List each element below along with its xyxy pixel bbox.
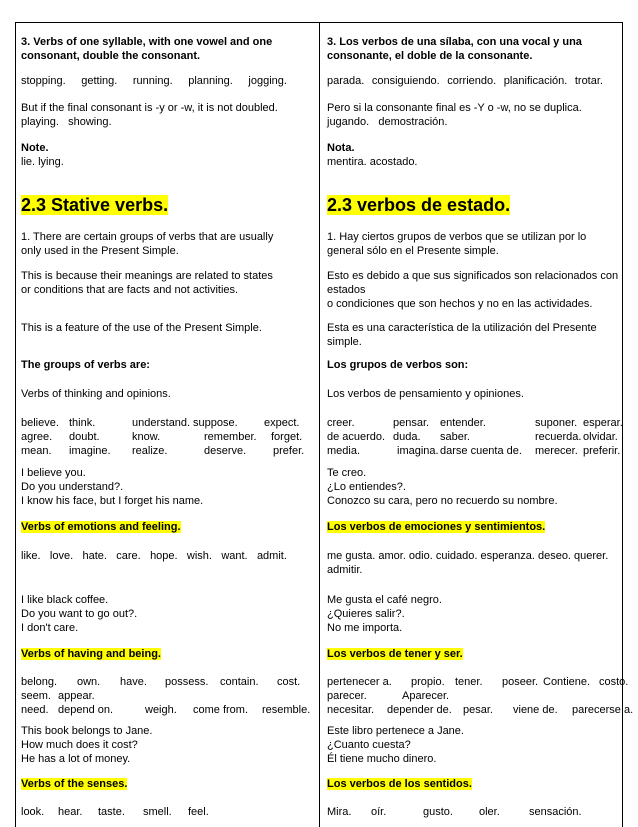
senses-title: Verbs of the senses. [21, 778, 128, 790]
verb-cell: taste. [98, 806, 125, 818]
emotions-title: Verbs of emotions and feeling. [21, 521, 181, 533]
verb-cell: seem. [21, 690, 51, 702]
emotions-example: I don't care. [21, 622, 79, 634]
because-line3: o condiciones que son hechos y no en las actividades. [327, 298, 593, 310]
verb-cell: propio. [411, 676, 445, 688]
note-text: mentira. acostado. [327, 156, 418, 168]
verb-cell: depend on. [58, 704, 114, 716]
verb-cell: imagina. [397, 445, 439, 457]
intro-line2: general sólo en el Presente simple. [327, 245, 499, 257]
verb-cell: pesar. [463, 704, 493, 716]
stative-title: 2.3 Stative verbs. [21, 195, 169, 215]
having-example: This book belongs to Jane. [21, 725, 153, 737]
thinking-title: Verbs of thinking and opinions. [21, 388, 171, 400]
verb-cell: possess. [165, 676, 209, 688]
verb-cell: poseer. [502, 676, 539, 688]
verb-cell: mean. [21, 445, 52, 457]
section3-rule: But if the final consonant is -y or -w, it is not doubled. [21, 102, 278, 114]
verb-cell: preferir. [583, 445, 621, 457]
emotions-title-wrap [21, 520, 307, 534]
emotions-verbs [21, 549, 287, 563]
verb-cell: think. [69, 417, 96, 429]
section3-heading-line1: 3. Verbs of one syllable, with one vowel and one [21, 36, 273, 48]
having-example: Él tiene mucho dinero. [327, 753, 437, 765]
thinking-example: Do you understand?. [21, 481, 124, 493]
verb-cell: own. [77, 676, 101, 688]
thinking-example: I believe you. [21, 467, 86, 479]
having-example: Este libro pertenece a Jane. [327, 725, 464, 737]
thinking-verbs [327, 416, 623, 458]
verb-cell: saber. [440, 431, 470, 443]
having-example: How much does it cost? [21, 739, 138, 751]
emotions-verbs-line2: admitir. [327, 564, 363, 576]
emotions-title: Los verbos de emociones y sentimientos. [327, 521, 546, 533]
verb-cell: entender. [440, 417, 486, 429]
verb-cell: necesitar. [327, 704, 375, 716]
verb-cell: understand. [132, 417, 191, 429]
verb-cell: need. [21, 704, 49, 716]
example-word: parada. [327, 75, 365, 87]
verb-cell: deserve. [204, 445, 247, 457]
column-divider [319, 23, 320, 827]
verb-cell: belong. [21, 676, 58, 688]
section3-heading-line2: consonant, double the consonant. [21, 50, 201, 62]
verb-cell: hate. [82, 550, 107, 562]
verb-cell: tener. [455, 676, 483, 688]
thinking-example: Te creo. [327, 467, 367, 479]
senses-title-wrap [21, 777, 307, 791]
example-word: jogging. [248, 75, 287, 87]
thinking-example: Conozco su cara, pero no recuerdo su nombre. [327, 495, 558, 507]
verb-cell: care. [116, 550, 141, 562]
translation-table [15, 22, 634, 827]
verb-cell: Contiene. [543, 676, 591, 688]
verb-cell: forget. [271, 431, 303, 443]
verb-cell: oír. [371, 806, 387, 818]
verb-cell: wish. [186, 550, 212, 562]
note-text: lie. lying. [21, 156, 64, 168]
verb-cell: duda. [393, 431, 421, 443]
example-word: planning. [188, 75, 233, 87]
because-line1: Esto es debido a que sus significados son relacionados con [327, 270, 619, 282]
emotions-example: I like black coffee. [21, 594, 109, 606]
example-word: stopping. [21, 75, 66, 87]
section3-rule: Pero si la consonante final es -Y o -w, no se duplica. [327, 102, 582, 114]
intro-line1: 1. Hay ciertos grupos de verbos que se utilizan por lo [327, 231, 587, 243]
verb-cell: believe. [21, 417, 59, 429]
section3-rule-examples: playing. showing. [21, 116, 112, 128]
verb-cell: Mira. [327, 806, 352, 818]
having-title-wrap [21, 647, 307, 661]
emotions-example: Do you want to go out?. [21, 608, 138, 620]
verb-cell: agree. [21, 431, 53, 443]
feature-line1: Esta es una característica de la utilización del Presente [327, 322, 597, 334]
example-word: trotar. [574, 75, 603, 87]
emotions-example: Me gusta el café negro. [327, 594, 442, 606]
example-word: getting. [81, 75, 118, 87]
verb-cell: depender de. [387, 704, 452, 716]
verb-cell: costo. [599, 676, 629, 688]
having-title: Los verbos de tener y ser. [327, 648, 463, 660]
verb-cell: suponer. [535, 417, 578, 429]
note-title: Nota. [327, 142, 355, 154]
senses-title-wrap [327, 777, 617, 791]
having-example: ¿Cuanto cuesta? [327, 739, 411, 751]
verb-cell: come from. [193, 704, 249, 716]
feature-line2: simple. [327, 336, 362, 348]
verb-cell: weigh. [145, 704, 177, 716]
verb-cell: admit. [256, 550, 287, 562]
note-title: Note. [21, 142, 49, 154]
verb-cell: esperar. [583, 417, 623, 429]
having-verbs [327, 675, 634, 717]
intro-line1: 1. There are certain groups of verbs that are usually [21, 231, 274, 243]
stative-title-wrap [21, 195, 307, 217]
verb-cell: suppose. [193, 417, 238, 429]
verb-cell: media. [327, 445, 361, 457]
verb-cell: cost. [277, 676, 301, 688]
example-word: corriendo. [447, 75, 497, 87]
verb-cell: prefer. [273, 445, 305, 457]
thinking-example: I know his face, but I forget his name. [21, 495, 204, 507]
because-line2: estados [327, 284, 366, 296]
verb-cell: love. [49, 550, 74, 562]
thinking-example: ¿Lo entiendes?. [327, 481, 406, 493]
verb-cell: feel. [188, 806, 209, 818]
senses-verbs [21, 805, 307, 819]
verb-cell: viene de. [513, 704, 558, 716]
verb-cell: sensación. [529, 806, 582, 818]
verb-cell: know. [132, 431, 161, 443]
feature-line: This is a feature of the use of the Present Simple. [21, 322, 262, 334]
verb-cell: parecerse a. [572, 704, 634, 716]
emotions-example: No me importa. [327, 622, 403, 634]
stative-title-wrap [327, 195, 617, 217]
intro-line2: only used in the Present Simple. [21, 245, 179, 257]
having-verbs [21, 675, 311, 717]
verb-cell: olvidar. [583, 431, 618, 443]
verb-cell: hear. [58, 806, 83, 818]
senses-title: Los verbos de los sentidos. [327, 778, 472, 790]
emotions-verbs-line1: me gusta. amor. odio. cuidado. esperanza. deseo. querer. [327, 550, 609, 562]
verb-cell: look. [21, 806, 45, 818]
verb-cell: parecer. [327, 690, 367, 702]
groups-title: The groups of verbs are: [21, 359, 150, 371]
verb-cell: Aparecer. [402, 690, 450, 702]
verb-cell: smell. [143, 806, 172, 818]
having-title-wrap [327, 647, 617, 661]
section3-heading-line1: 3. Los verbos de una sílaba, con una vocal y una [327, 36, 582, 48]
senses-verbs [327, 805, 617, 819]
verb-cell: remember. [204, 431, 257, 443]
verb-cell: appear. [58, 690, 95, 702]
verb-cell: contain. [220, 676, 259, 688]
verb-cell: imagine. [69, 445, 111, 457]
verb-cell: realize. [132, 445, 168, 457]
verb-cell: creer. [327, 417, 355, 429]
having-title: Verbs of having and being. [21, 648, 161, 660]
verb-cell: expect. [264, 417, 300, 429]
thinking-title: Los verbos de pensamiento y opiniones. [327, 388, 524, 400]
because-line2: or conditions that are facts and not activities. [21, 284, 239, 296]
verb-cell: recuerda. [535, 431, 582, 443]
groups-title: Los grupos de verbos son: [327, 359, 469, 371]
verb-cell: oler. [479, 806, 500, 818]
example-word: running. [132, 75, 173, 87]
section3-heading-line2: consonante, el doble de la consonante. [327, 50, 533, 62]
emotions-example: ¿Quieres salir?. [327, 608, 405, 620]
because-line1: This is because their meanings are related to states [21, 270, 273, 282]
verb-cell: merecer. [535, 445, 578, 457]
section3-rule-examples: jugando. demostración. [327, 116, 448, 128]
verb-cell: de acuerdo. [327, 431, 386, 443]
example-word: consiguiendo. [371, 75, 440, 87]
verb-cell: darse cuenta de. [440, 445, 522, 457]
verb-cell: pensar. [393, 417, 430, 429]
verb-cell: doubt. [69, 431, 100, 443]
verb-cell: like. [21, 550, 41, 562]
emotions-title-wrap [327, 520, 617, 534]
verb-cell: gusto. [423, 806, 453, 818]
verb-cell: hope. [150, 550, 178, 562]
having-example: He has a lot of money. [21, 753, 131, 765]
stative-title: 2.3 verbos de estado. [327, 195, 511, 215]
verb-cell: resemble. [262, 704, 311, 716]
example-word: planificación. [503, 75, 568, 87]
thinking-verbs [21, 416, 307, 458]
verb-cell: have. [120, 676, 147, 688]
verb-cell: want. [221, 550, 248, 562]
verb-cell: pertenecer a. [327, 676, 392, 688]
section3-examples [21, 74, 287, 88]
section3-examples [327, 74, 603, 88]
